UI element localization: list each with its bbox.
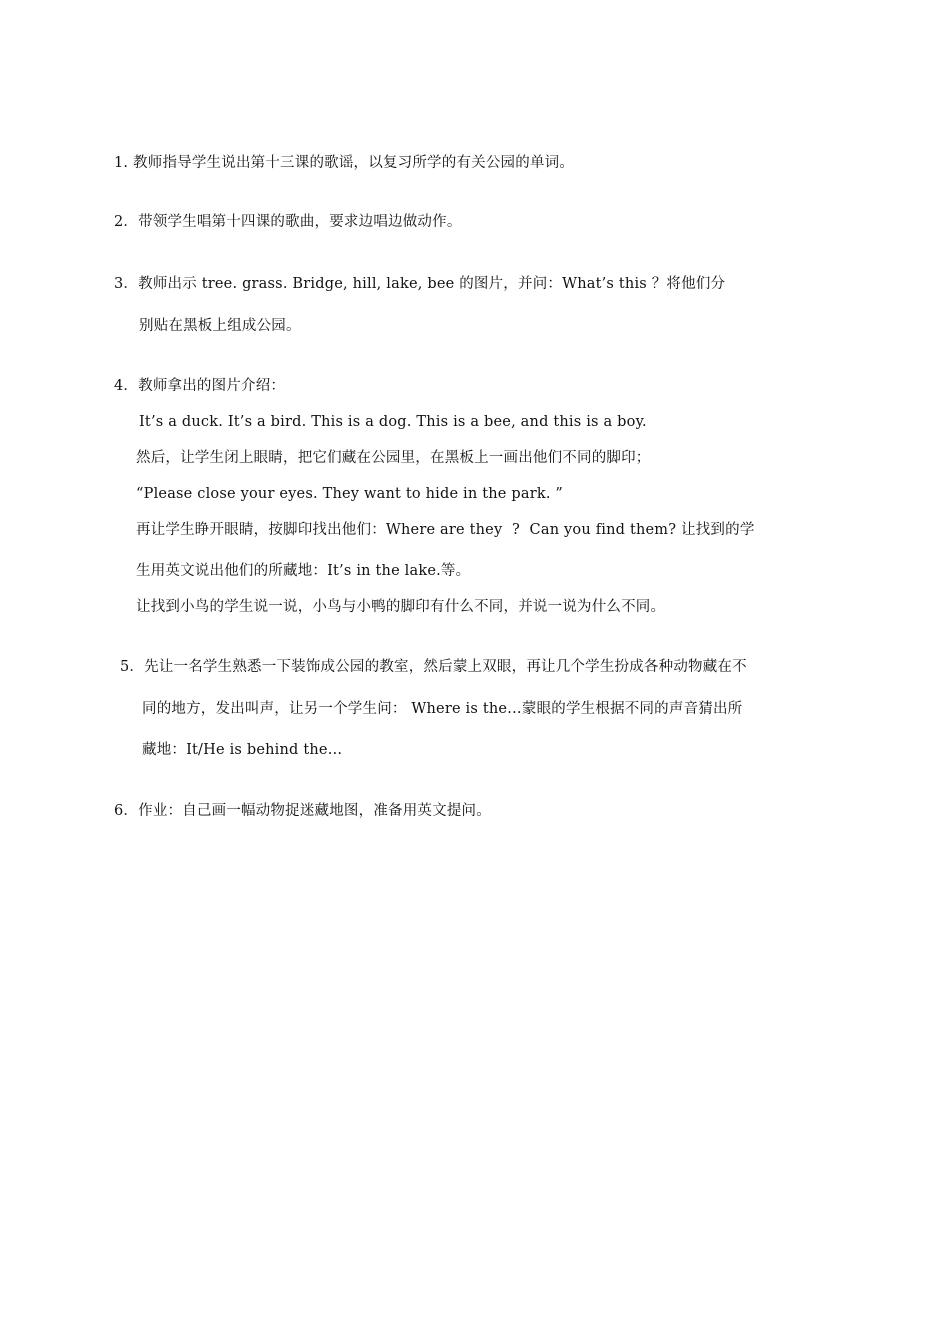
item-3-line-1: 3．教师出示 tree. grass. Bridge, hill, lake, bee 的图片，并问：What’s this ？将他们分 — [114, 276, 726, 292]
item-4-line-3: 然后，让学生闭上眼睛，把它们藏在公园里，在黑板上一画出他们不同的脚印； — [136, 450, 651, 466]
item-4-line-5: 再让学生睁开眼睛，按脚印找出他们：Where are they ? Can you find them? 让找到的学 — [136, 522, 755, 538]
item-6-line-1: 6．作业：自己画一幅动物捉迷藏地图，准备用英文提问。 — [114, 803, 491, 819]
item-2-line-1: 2．带领学生唱第十四课的歌曲，要求边唱边做动作。 — [114, 214, 462, 230]
item-3-line-2: 别贴在黑板上组成公园。 — [139, 318, 301, 334]
item-4-line-2: It’s a duck. It’s a bird. This is a dog. This is a bee, and this is a boy. — [139, 414, 647, 430]
item-1-line-1: 1. 教师指导学生说出第十三课的歌谣，以复习所学的有关公园的单词。 — [114, 155, 575, 171]
item-4-line-7: 让找到小鸟的学生说一说，小鸟与小鸭的脚印有什么不同，并说一说为什么不同。 — [136, 599, 666, 615]
item-5-line-1: 5．先让一名学生熟悉一下装饰成公园的教室，然后蒙上双眼，再让几个学生扮成各种动物藏在不 — [120, 659, 747, 675]
item-4-line-6: 生用英文说出他们的所藏地：It’s in the lake.等。 — [136, 563, 471, 579]
item-5-line-3: 藏地：It/He is behind the… — [142, 742, 343, 758]
item-4-line-4: “Please close your eyes. They want to hide in the park. ” — [136, 486, 564, 502]
item-5-line-2: 同的地方，发出叫声，让另一个学生问： Where is the…蒙眼的学生根据不同的声音猜出所 — [142, 701, 743, 717]
item-4-line-1: 4．教师拿出的图片介绍： — [114, 378, 286, 394]
